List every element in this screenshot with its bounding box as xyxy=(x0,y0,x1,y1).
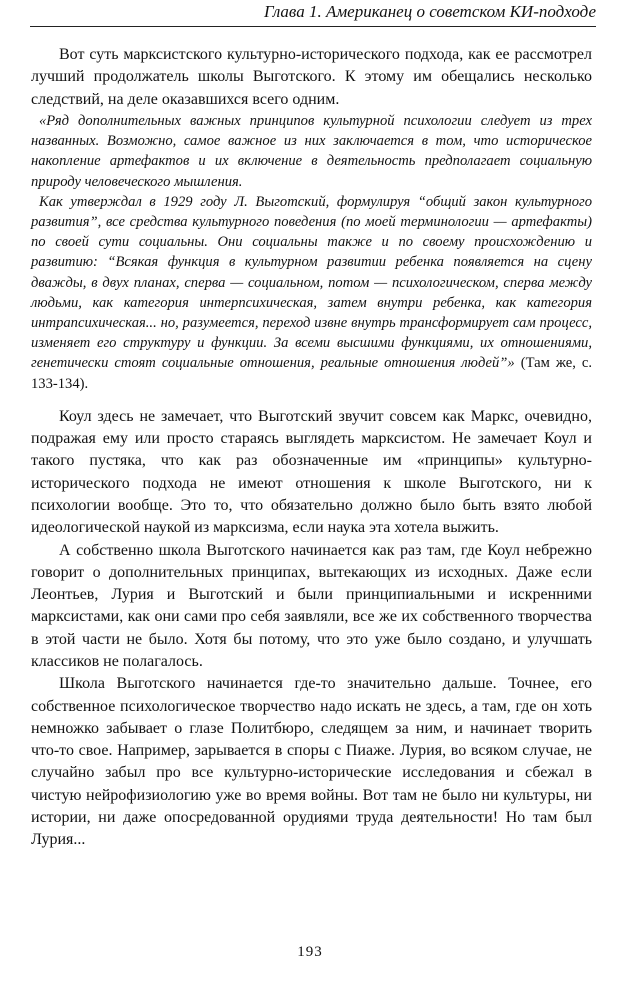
intro-paragraph: Вот суть марксистского культурно-исторического подхода, как ее рассмотрел лучший продолжатель школы Выготского. К этому им обещались несколько следствий, на деле оказавшихся всего одним. xyxy=(31,46,592,108)
block-quote xyxy=(31,111,592,394)
body-paragraph-2: А собственно школа Выготского начинается как раз там, где Коул небрежно говорит о дополнительных принципах, вытекающих из исходных. Даже если Леонтьев, Лурия и Выготский и были принципиальными и искренними марксистами, как они сами про себя заявляли, все же их собственного творчества в этой части не было. Хотя бы потому, что это уже было создано, и улучшать классиков не полагалось. xyxy=(31,541,592,670)
quote-paragraph-2-text: Как утверждал в 1929 году Л. Выготский, формулируя “общий закон культурного развития”, все средства культурного поведения (по моей терминологии — артефакты) по своей сути социальны. Они социальны также и по своему происхождению и развитию: “Всякая функция в культурном развитии ребенка появляется на сцену дважды, в двух планах, сперва — социальном, потом — психологическом, сперва между людьми, как категория интерпсихическая, затем внутри ребенка, как категория интрапсихическая... но, разумеется, переход извне внутрь трансформирует сам процесс, изменяет его структуру и функции. За всеми высшими функциями, их отношениями, генетически стоят социальные отношения, реальные отношения людей”» xyxy=(31,193,592,372)
page-content xyxy=(31,44,592,852)
body-paragraph-3: Школа Выготского начинается где-то значительно дальше. Точнее, его собственное психологическое творчество надо искать не здесь, а там, где он хоть немножко забывает о глазе Политбюро, следящем за ним, и начинает творить что-то свое. Например, зарывается в споры с Пиаже. Лурия, во всяком случае, не случайно забыл про все культурно-исторические исследования и сбежал в чистую нейрофизиологию уже во время войны. Вот там не было ни культуры, ни истории, ни даже опосредованной орудиями труда деятельности! Но там был Лурия... xyxy=(31,675,592,849)
quote-paragraph-1: «Ряд дополнительных важных принципов культурной психологии следует из трех названных. Возможно, самое важное из них заключается в том, что историческое накопление артефактов и их включение в деятельность предполагает социальную природу человеческого мышления. xyxy=(31,112,592,190)
body-text xyxy=(31,406,592,852)
running-head: Глава 1. Американец о советском КИ-подходе xyxy=(30,0,596,27)
body-paragraph-1: Коул здесь не замечает, что Выготский звучит совсем как Маркс, очевидно, подражая ему или просто стараясь выглядеть марксистом. Не замечает Коул и такого пустяка, что как раз обозначенные им «принципы» культурно-исторического подхода не имеют отношения к школе Выготского, ни к психологии вообще. Это то, что обязательно должно было быть взято любой идеологической наукой из марксизма, если наука эта хотела выжить. xyxy=(31,407,592,537)
quote-paragraph-2 xyxy=(31,192,592,394)
quote-citation: (Там же, с. 133-134). xyxy=(31,355,592,392)
page-number: 193 xyxy=(297,944,323,960)
